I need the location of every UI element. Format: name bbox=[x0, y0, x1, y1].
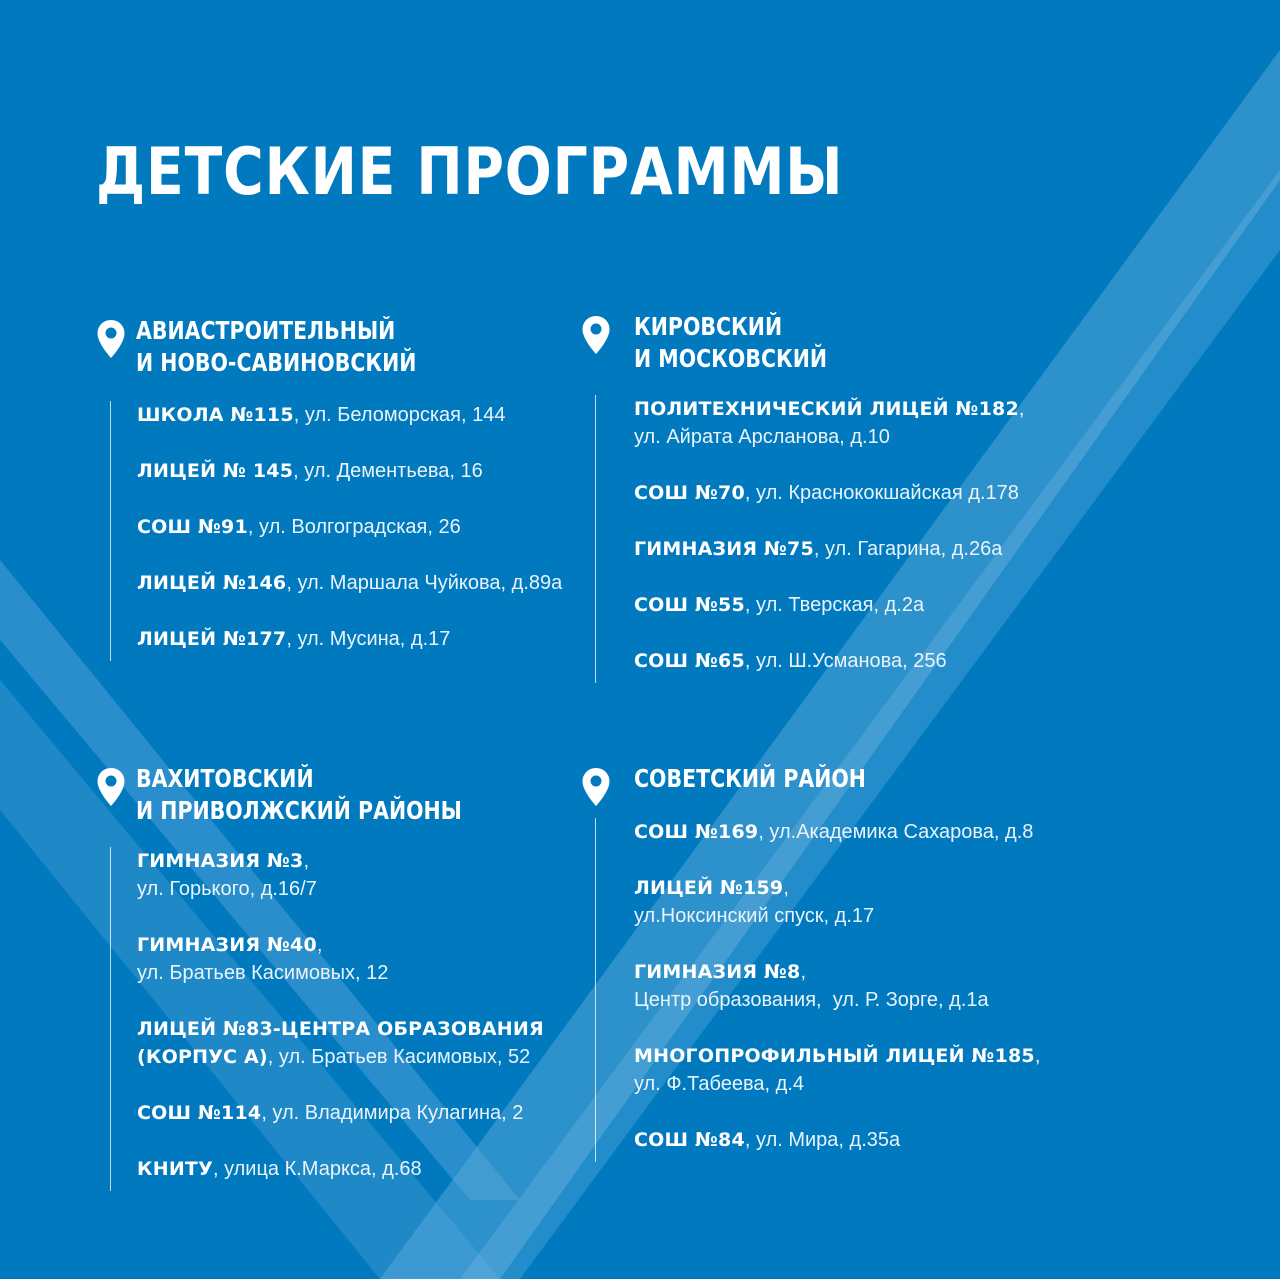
list-item bbox=[634, 818, 1040, 874]
school-name: ПОЛИТЕХНИЧЕСКИЙ ЛИЦЕЙ №182 bbox=[634, 398, 1019, 420]
list-item bbox=[634, 535, 1024, 591]
school-address: , ул. Мира, д.35а bbox=[744, 1129, 901, 1151]
school-name: ГИМНАЗИЯ №75 bbox=[634, 538, 814, 560]
school-name: ЛИЦЕЙ № 145 bbox=[137, 460, 294, 482]
school-list bbox=[110, 401, 562, 661]
school-name: ШКОЛА №115 bbox=[137, 404, 294, 426]
school-address: , ул. Братьев Касимовых, 12 bbox=[137, 934, 389, 984]
school-name: ГИМНАЗИЯ №40 bbox=[137, 934, 317, 956]
location-pin-icon bbox=[581, 767, 611, 807]
school-name: СОШ №114 bbox=[137, 1102, 262, 1124]
school-address: , ул.Академика Сахарова, д.8 bbox=[758, 821, 1034, 843]
school-name: СОШ №169 bbox=[634, 821, 759, 843]
school-name: СОШ №91 bbox=[137, 516, 248, 538]
school-name: ЛИЦЕЙ №83-ЦЕНТРА ОБРАЗОВАНИЯ (КОРПУС А) bbox=[137, 1018, 544, 1068]
school-name: ЛИЦЕЙ №159 bbox=[634, 877, 784, 899]
school-name: ЛИЦЕЙ №177 bbox=[137, 628, 287, 650]
school-list bbox=[110, 847, 544, 1191]
school-name: СОШ №84 bbox=[634, 1129, 745, 1151]
district-title: ВАХИТОВСКИЙ И ПРИВОЛЖСКИЙ РАЙОНЫ bbox=[136, 764, 462, 825]
school-address: , ул. Владимира Кулагина, 2 bbox=[261, 1102, 524, 1124]
school-address: , ул. Волгоградская, 26 bbox=[247, 516, 461, 538]
district-title: СОВЕТСКИЙ РАЙОН bbox=[634, 764, 866, 793]
list-item bbox=[634, 479, 1024, 535]
school-list bbox=[595, 818, 1040, 1162]
list-item bbox=[137, 1015, 544, 1099]
school-name: ГИМНАЗИЯ №8 bbox=[634, 961, 801, 983]
list-item bbox=[137, 1099, 544, 1155]
list-item bbox=[137, 457, 562, 513]
list-item bbox=[634, 958, 1040, 1042]
district-title: КИРОВСКИЙ И МОСКОВСКИЙ bbox=[634, 312, 828, 373]
list-item bbox=[634, 591, 1024, 647]
list-item bbox=[137, 569, 562, 625]
list-item bbox=[137, 401, 562, 457]
school-address: , ул. Айрата Арсланова, д.10 bbox=[634, 398, 1025, 448]
location-pin-icon bbox=[96, 319, 126, 359]
school-address: , ул. Беломорская, 144 bbox=[293, 404, 506, 426]
school-name: КНИТУ bbox=[137, 1158, 213, 1180]
list-item bbox=[137, 625, 562, 661]
list-item bbox=[634, 1126, 1040, 1162]
list-item bbox=[137, 847, 544, 931]
school-name: СОШ №70 bbox=[634, 482, 745, 504]
school-address: , ул. Горького, д.16/7 bbox=[137, 850, 317, 900]
location-pin-icon bbox=[96, 767, 126, 807]
school-address: , ул.Ноксинский спуск, д.17 bbox=[634, 877, 875, 927]
list-item bbox=[137, 513, 562, 569]
list-item bbox=[137, 1155, 544, 1191]
school-address: , ул. Краснококшайская д.178 bbox=[744, 482, 1019, 504]
school-name: СОШ №65 bbox=[634, 650, 745, 672]
school-address: , ул. Дементьева, 16 bbox=[293, 460, 483, 482]
list-item bbox=[634, 1042, 1040, 1126]
list-item bbox=[634, 874, 1040, 958]
school-address: , ул. Ф.Табеева, д.4 bbox=[634, 1045, 1041, 1095]
school-address: , ул. Гагарина, д.26а bbox=[813, 538, 1003, 560]
school-address: , ул. Ш.Усманова, 256 bbox=[744, 650, 947, 672]
school-name: СОШ №55 bbox=[634, 594, 745, 616]
list-item bbox=[634, 395, 1024, 479]
page-title: ДЕТСКИЕ ПРОГРАММЫ bbox=[96, 135, 844, 210]
school-address: , ул. Братьев Касимовых, 52 bbox=[267, 1046, 531, 1068]
district-title: АВИАСТРОИТЕЛЬНЫЙ И НОВО-САВИНОВСКИЙ bbox=[136, 316, 417, 377]
school-address: , улица К.Маркса, д.68 bbox=[212, 1158, 422, 1180]
school-name: ГИМНАЗИЯ №3 bbox=[137, 850, 304, 872]
school-name: МНОГОПРОФИЛЬНЫЙ ЛИЦЕЙ №185 bbox=[634, 1045, 1035, 1067]
location-pin-icon bbox=[581, 315, 611, 355]
school-list bbox=[595, 395, 1024, 683]
list-item bbox=[137, 931, 544, 1015]
school-address: , Центр образования, ул. Р. Зорге, д.1а bbox=[634, 961, 989, 1011]
school-address: , ул. Мусина, д.17 bbox=[286, 628, 451, 650]
school-address: , ул. Тверская, д.2а bbox=[744, 594, 925, 616]
school-name: ЛИЦЕЙ №146 bbox=[137, 572, 287, 594]
school-address: , ул. Маршала Чуйкова, д.89а bbox=[286, 572, 563, 594]
list-item bbox=[634, 647, 1024, 683]
